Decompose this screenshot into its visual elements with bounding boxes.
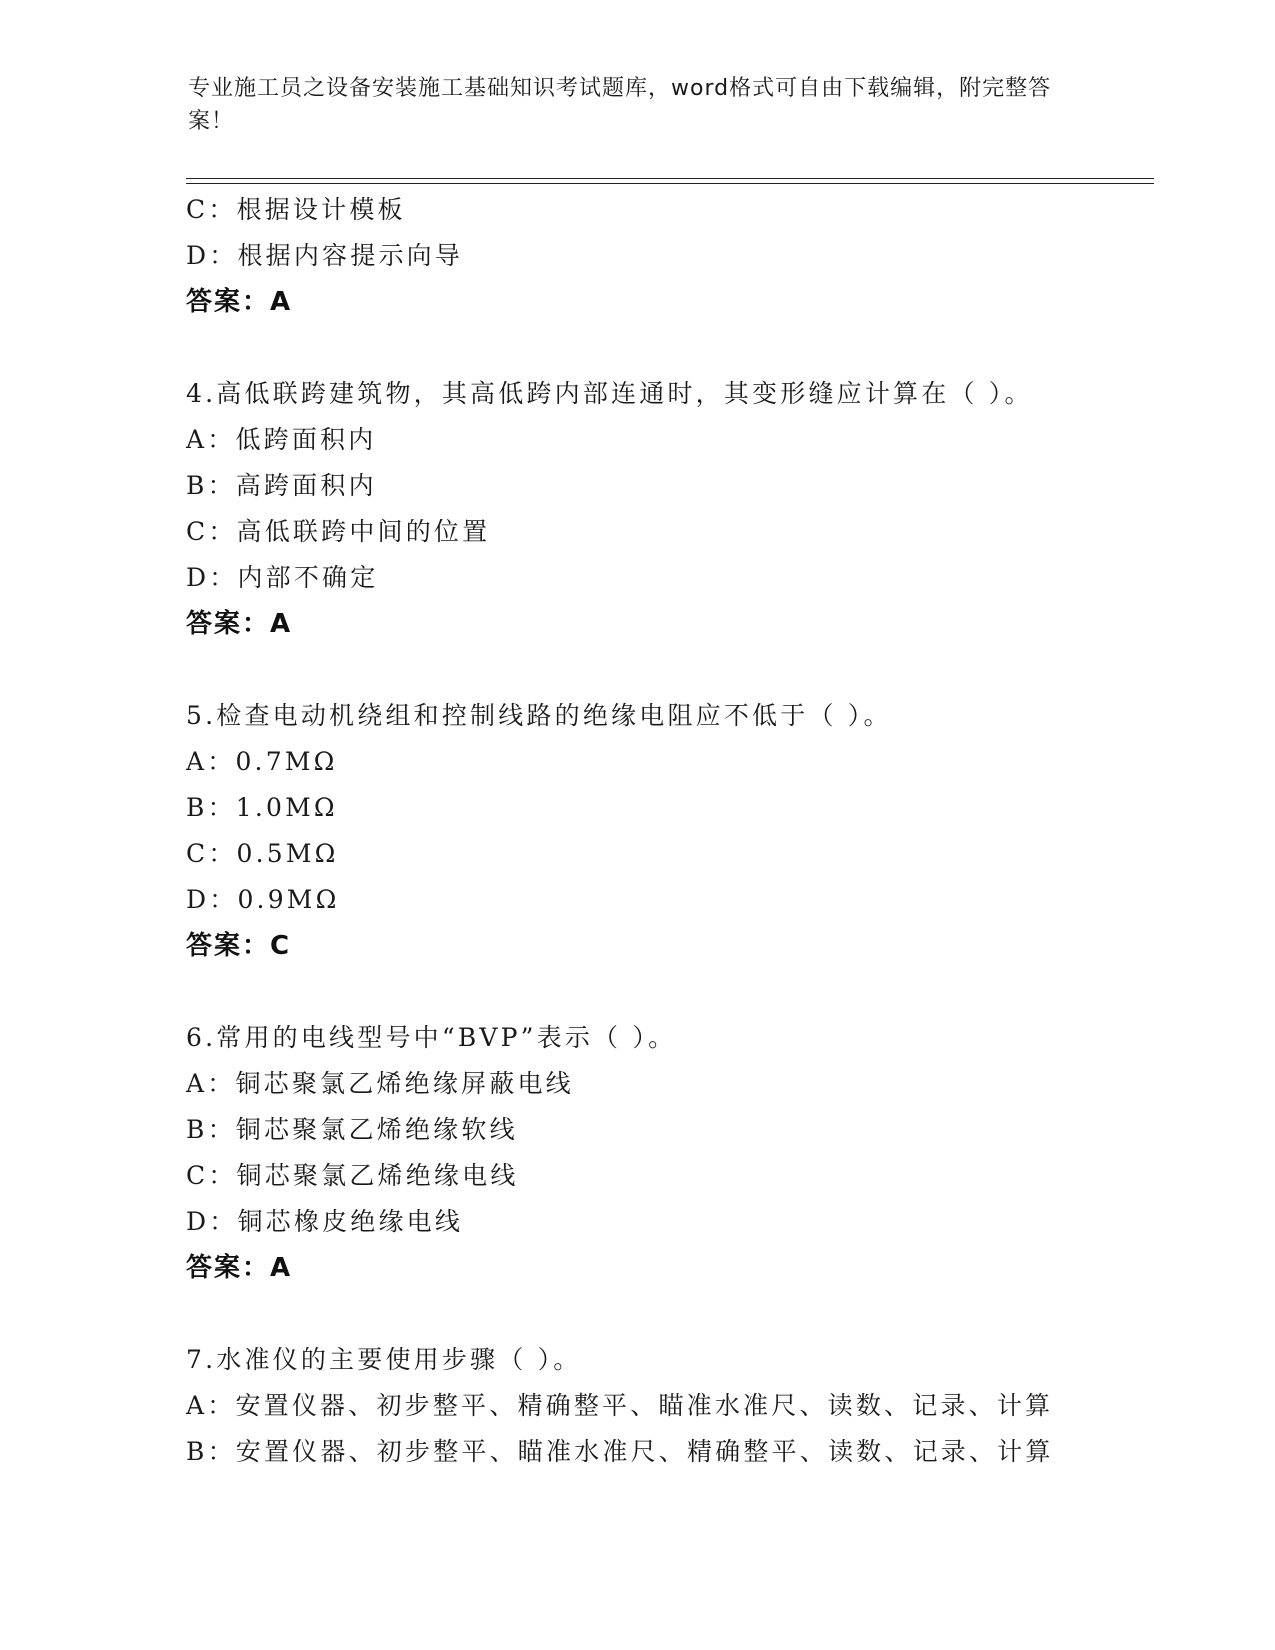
carry-over-block xyxy=(186,187,1186,325)
option-b: B：1.0MΩ xyxy=(186,793,338,822)
question-text: 5.检查电动机绕组和控制线路的绝缘电阻应不低于（ ）。 xyxy=(186,701,892,730)
option-b: B：高跨面积内 xyxy=(186,471,377,500)
option-c: C：铜芯聚氯乙烯绝缘电线 xyxy=(186,1161,519,1190)
option-c: C：根据设计模板 xyxy=(186,195,406,224)
spacer xyxy=(186,1291,1186,1337)
question-block-7 xyxy=(186,1337,1186,1475)
header-rule-bottom xyxy=(186,183,1154,184)
option-a: A：安置仪器、初步整平、精确整平、瞄准水准尺、读数、记录、计算 xyxy=(186,1391,1054,1420)
question-block-6 xyxy=(186,1015,1186,1291)
document-body xyxy=(186,187,1186,1475)
question-text: 6.常用的电线型号中“BVP”表示（ ）。 xyxy=(186,1023,677,1052)
spacer xyxy=(186,647,1186,693)
option-d: D：内部不确定 xyxy=(186,563,379,592)
header-rule-top xyxy=(186,178,1154,179)
answer: 答案：C xyxy=(186,931,292,961)
option-b: B：铜芯聚氯乙烯绝缘软线 xyxy=(186,1115,518,1144)
option-a: A：低跨面积内 xyxy=(186,425,377,454)
answer: 答案：A xyxy=(186,287,293,317)
spacer xyxy=(186,325,1186,371)
option-c: C：高低联跨中间的位置 xyxy=(186,517,491,546)
option-d: D：0.9MΩ xyxy=(186,885,340,914)
question-block-5 xyxy=(186,693,1186,969)
option-a: A：铜芯聚氯乙烯绝缘屏蔽电线 xyxy=(186,1069,574,1098)
answer: 答案：A xyxy=(186,1253,293,1283)
option-d: D：铜芯橡皮绝缘电线 xyxy=(186,1207,464,1236)
answer: 答案：A xyxy=(186,609,293,639)
document-header: 专业施工员之设备安装施工基础知识考试题库，word格式可自由下载编辑，附完整答案！ xyxy=(188,76,1052,134)
question-block-4 xyxy=(186,371,1186,647)
question-text: 4.高低联跨建筑物，其高低跨内部连通时，其变形缝应计算在（ ）。 xyxy=(186,379,1033,408)
option-a: A：0.7MΩ xyxy=(186,747,338,776)
option-c: C：0.5MΩ xyxy=(186,839,339,868)
question-text: 7.水准仪的主要使用步骤（ ）。 xyxy=(186,1345,582,1374)
spacer xyxy=(186,969,1186,1015)
option-d: D：根据内容提示向导 xyxy=(186,241,464,270)
option-b: B：安置仪器、初步整平、瞄准水准尺、精确整平、读数、记录、计算 xyxy=(186,1437,1054,1466)
